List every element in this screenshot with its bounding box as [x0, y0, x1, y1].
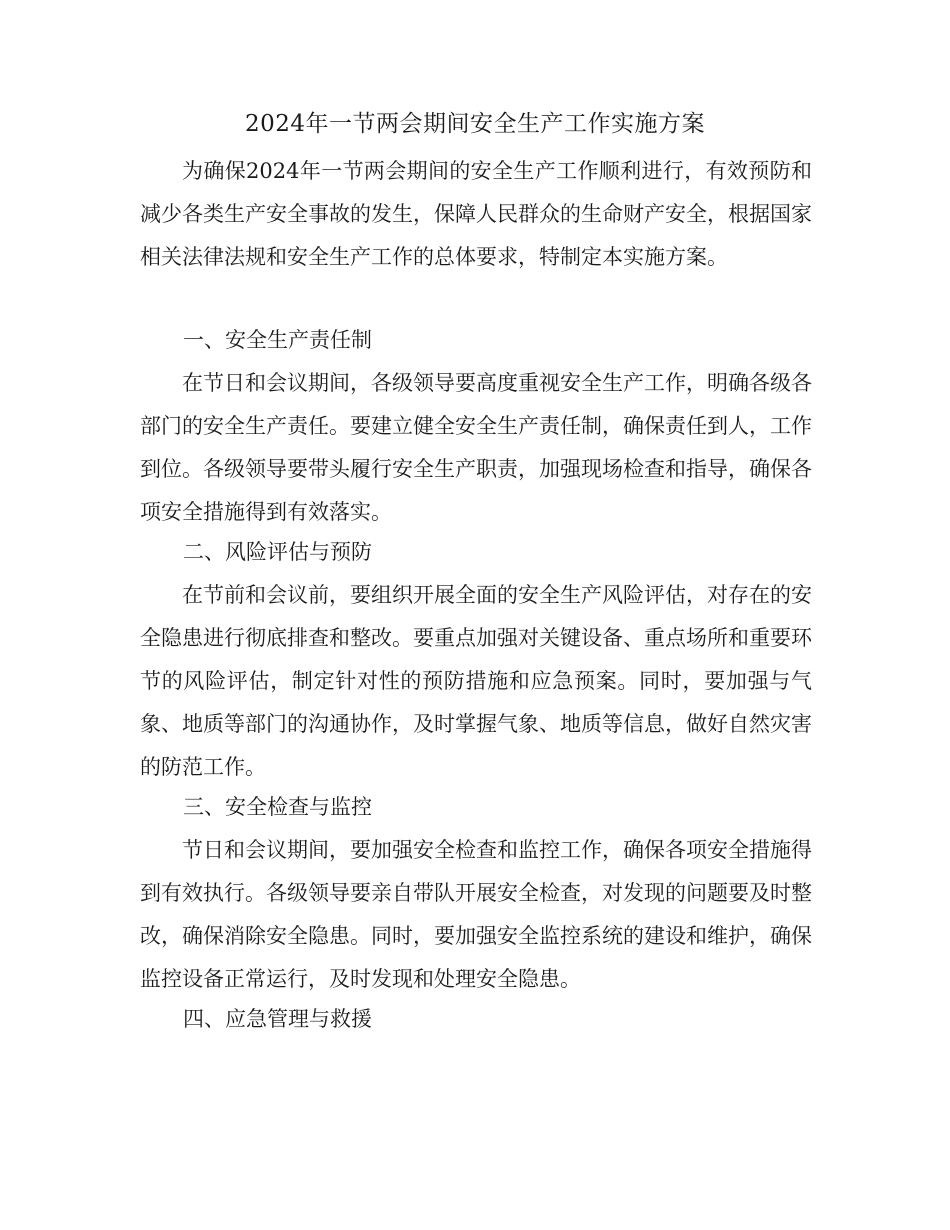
section-text-1: 在节日和会议期间，各级领导要高度重视安全生产工作，明确各级各部门的安全生产责任。要建立健全安全生产责任制，确保责任到人，工作到位。各级领导要带头履行安全生产职责，加强现场检查和指导，确保各项安全措施得到有效落实。	[140, 371, 812, 524]
section-heading-1: 一、安全生产责任制	[183, 328, 372, 352]
document-title: 2024年一节两会期间安全生产工作实施方案	[244, 111, 706, 137]
section-text-3: 节日和会议期间，要加强安全检查和监控工作，确保各项安全措施得到有效执行。各级领导要亲自带队开展安全检查，对发现的问题要及时整改，确保消除安全隐患。同时，要加强安全监控系统的建设和维护，确保监控设备正常运行，及时发现和处理安全隐患。	[140, 838, 812, 991]
section-heading-2: 二、风险评估与预防	[183, 540, 372, 564]
section-heading-4: 四、应急管理与救援	[183, 1007, 372, 1031]
intro-text: 为确保2024年一节两会期间的安全生产工作顺利进行，有效预防和减少各类生产安全事故的发生，保障人民群众的生命财产安全，根据国家相关法律法规和安全生产工作的总体要求，特制定本实施方案。	[140, 159, 812, 269]
section-heading-3: 三、安全检查与监控	[183, 795, 372, 819]
intro-paragraph	[140, 150, 812, 279]
section-body-2	[140, 574, 812, 789]
section-body-1	[140, 362, 812, 534]
section-text-2: 在节前和会议前，要组织开展全面的安全生产风险评估，对存在的安全隐患进行彻底排查和整改。要重点加强对关键设备、重点场所和重要环节的风险评估，制定针对性的预防措施和应急预案。同时，要加强与气象、地质等部门的沟通协作，及时掌握气象、地质等信息，做好自然灾害的防范工作。	[140, 583, 812, 779]
section-body-3	[140, 829, 812, 1001]
